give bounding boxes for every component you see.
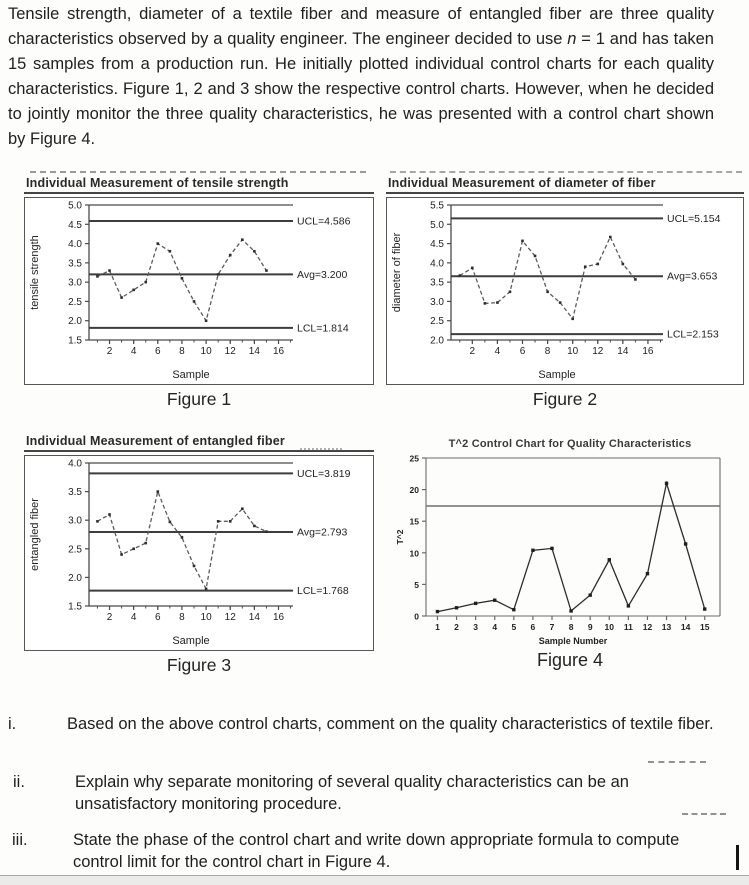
svg-text:Sample: Sample bbox=[172, 635, 210, 647]
svg-text:3.5: 3.5 bbox=[430, 277, 444, 289]
scan-artifact bbox=[390, 171, 742, 173]
svg-text:4: 4 bbox=[130, 612, 137, 623]
svg-text:12: 12 bbox=[224, 346, 236, 357]
svg-text:20: 20 bbox=[409, 485, 419, 496]
svg-text:10: 10 bbox=[200, 346, 212, 357]
scan-artifact bbox=[30, 171, 366, 173]
svg-text:0: 0 bbox=[414, 611, 419, 622]
svg-text:UCL=4.586: UCL=4.586 bbox=[297, 215, 351, 228]
figure-1-caption: Figure 1 bbox=[166, 389, 232, 409]
svg-text:14: 14 bbox=[248, 612, 260, 623]
figure-2-panel bbox=[386, 176, 744, 410]
intro-paragraph bbox=[8, 2, 714, 152]
svg-text:11: 11 bbox=[623, 622, 633, 632]
figure-2-caption: Figure 2 bbox=[532, 389, 598, 409]
figure-4-caption: Figure 4 bbox=[536, 650, 604, 670]
svg-text:10: 10 bbox=[604, 622, 615, 632]
svg-text:LCL=1.768: LCL=1.768 bbox=[297, 585, 349, 598]
svg-text:2: 2 bbox=[454, 622, 459, 632]
scan-artifact bbox=[648, 761, 706, 763]
figure-4-plot bbox=[394, 452, 746, 650]
svg-text:14: 14 bbox=[617, 346, 629, 357]
svg-text:14: 14 bbox=[680, 622, 691, 632]
svg-text:UCL=3.819: UCL=3.819 bbox=[297, 467, 351, 480]
question-numeral: ii. bbox=[13, 773, 25, 791]
svg-text:3.0: 3.0 bbox=[68, 277, 82, 289]
svg-text:2.5: 2.5 bbox=[68, 296, 82, 308]
svg-text:8: 8 bbox=[568, 622, 574, 632]
svg-text:LCL=2.153: LCL=2.153 bbox=[667, 328, 719, 341]
svg-text:15: 15 bbox=[409, 516, 419, 527]
figure-4-title: T^2 Control Chart for Quality Characteristics bbox=[448, 438, 692, 450]
svg-text:16: 16 bbox=[272, 612, 285, 623]
svg-text:14: 14 bbox=[248, 346, 260, 357]
figure-2-title: Individual Measurement of diameter of fiber bbox=[386, 176, 744, 194]
svg-text:3.5: 3.5 bbox=[68, 258, 82, 270]
question-numeral: iii. bbox=[12, 831, 28, 849]
svg-text:8: 8 bbox=[179, 346, 185, 357]
svg-text:2: 2 bbox=[106, 612, 113, 623]
svg-text:4: 4 bbox=[492, 622, 498, 632]
svg-text:3: 3 bbox=[473, 622, 479, 632]
svg-text:6: 6 bbox=[155, 346, 161, 357]
question-text: State the phase of the control chart and write down appropriate formula to compute control limit for the control chart in Figure 4. bbox=[73, 831, 680, 871]
figure-4-chart-area bbox=[394, 452, 746, 650]
svg-text:diameter of fiber: diameter of fiber bbox=[391, 232, 403, 313]
svg-text:5: 5 bbox=[511, 622, 517, 632]
question-text: Explain why separate monitoring of several quality characteristics can be an unsatisfactory monitoring procedure. bbox=[75, 773, 629, 813]
figure-1-panel bbox=[24, 176, 374, 410]
svg-text:Avg=3.200: Avg=3.200 bbox=[297, 268, 348, 281]
svg-text:3.0: 3.0 bbox=[430, 296, 444, 308]
svg-text:Sample Number: Sample Number bbox=[538, 636, 608, 646]
svg-text:1.5: 1.5 bbox=[68, 335, 82, 347]
figure-1-chart-box bbox=[24, 197, 374, 385]
svg-text:entangled fiber: entangled fiber bbox=[29, 498, 41, 571]
intro-text-1: Tensile strength, diameter of a textile fiber and measure of entangled fiber are three quality characteristics observed by a quality engineer. The engineer decided to use bbox=[8, 5, 714, 48]
svg-text:5.5: 5.5 bbox=[430, 200, 444, 212]
svg-text:5.0: 5.0 bbox=[430, 219, 444, 231]
svg-text:4.0: 4.0 bbox=[430, 258, 444, 270]
svg-text:16: 16 bbox=[272, 346, 285, 357]
figure-1-plot bbox=[25, 198, 371, 384]
svg-text:1.5: 1.5 bbox=[68, 601, 82, 613]
svg-text:6: 6 bbox=[530, 622, 536, 632]
svg-text:3.5: 3.5 bbox=[68, 487, 82, 499]
figure-2-chart-box bbox=[386, 197, 744, 385]
question-item-i bbox=[0, 713, 738, 735]
svg-text:9: 9 bbox=[587, 622, 593, 632]
svg-text:13: 13 bbox=[661, 622, 672, 632]
svg-text:6: 6 bbox=[519, 346, 526, 357]
svg-text:7: 7 bbox=[549, 622, 555, 632]
svg-text:2: 2 bbox=[106, 346, 113, 357]
figure-3-chart-box bbox=[24, 455, 374, 651]
figure-2-plot bbox=[387, 198, 741, 384]
svg-text:tensile strength: tensile strength bbox=[29, 235, 41, 310]
svg-text:3.0: 3.0 bbox=[68, 515, 82, 527]
svg-text:2.5: 2.5 bbox=[430, 316, 444, 328]
svg-text:12: 12 bbox=[642, 622, 653, 632]
svg-text:Sample: Sample bbox=[172, 369, 210, 381]
intro-n-italic: n bbox=[567, 30, 577, 48]
figure-3-panel bbox=[24, 434, 374, 676]
svg-text:UCL=5.154: UCL=5.154 bbox=[667, 212, 721, 225]
svg-text:2.0: 2.0 bbox=[68, 316, 82, 328]
svg-text:25: 25 bbox=[409, 453, 419, 464]
svg-text:Avg=3.653: Avg=3.653 bbox=[667, 270, 718, 283]
svg-text:Avg=2.793: Avg=2.793 bbox=[297, 526, 348, 539]
svg-text:2: 2 bbox=[469, 346, 476, 357]
svg-text:6: 6 bbox=[155, 612, 161, 623]
intro-text-2: = 1 and has taken 15 samples from a production run. He initially plotted individual control charts for each quality characteristics. Figure 1, 2 and 3 show the respective control charts. However, when he decided to jointly monitor the three quality characteristics, he was presented with a control chart shown by Figure 4. bbox=[8, 30, 714, 148]
svg-text:2.0: 2.0 bbox=[430, 335, 444, 347]
svg-text:4.0: 4.0 bbox=[68, 458, 82, 470]
figure-4-panel bbox=[394, 438, 746, 671]
svg-text:10: 10 bbox=[567, 346, 579, 357]
figure-3-title: Individual Measurement of entangled fiber bbox=[24, 434, 374, 452]
svg-text:T^2: T^2 bbox=[395, 529, 405, 545]
svg-text:4.5: 4.5 bbox=[430, 239, 444, 251]
question-item-iii bbox=[0, 829, 738, 873]
svg-text:1: 1 bbox=[435, 622, 440, 632]
question-item-ii bbox=[0, 771, 738, 815]
figure-3-plot bbox=[25, 456, 371, 650]
svg-text:12: 12 bbox=[592, 346, 604, 357]
svg-text:5: 5 bbox=[414, 579, 419, 590]
svg-text:16: 16 bbox=[642, 346, 654, 357]
svg-text:2.5: 2.5 bbox=[68, 544, 82, 556]
svg-text:10: 10 bbox=[409, 548, 419, 559]
svg-text:10: 10 bbox=[200, 612, 212, 623]
svg-text:8: 8 bbox=[179, 612, 185, 623]
text-cursor-mark bbox=[736, 845, 739, 870]
svg-text:LCL=1.814: LCL=1.814 bbox=[297, 322, 349, 335]
svg-text:4: 4 bbox=[130, 346, 137, 357]
svg-text:4.0: 4.0 bbox=[68, 239, 82, 251]
figure-3-caption: Figure 3 bbox=[166, 655, 232, 675]
svg-text:8: 8 bbox=[544, 346, 551, 357]
svg-text:4: 4 bbox=[494, 346, 501, 357]
question-numeral: i. bbox=[8, 715, 17, 733]
svg-text:2.0: 2.0 bbox=[68, 572, 82, 584]
svg-text:12: 12 bbox=[224, 612, 236, 623]
svg-text:Sample: Sample bbox=[538, 369, 576, 381]
svg-text:4.5: 4.5 bbox=[68, 219, 82, 231]
figure-1-title: Individual Measurement of tensile strength bbox=[24, 176, 374, 194]
question-text: Based on the above control charts, comment on the quality characteristics of textile fiber. bbox=[67, 715, 714, 733]
svg-text:5.0: 5.0 bbox=[68, 200, 82, 212]
svg-text:15: 15 bbox=[699, 622, 710, 632]
